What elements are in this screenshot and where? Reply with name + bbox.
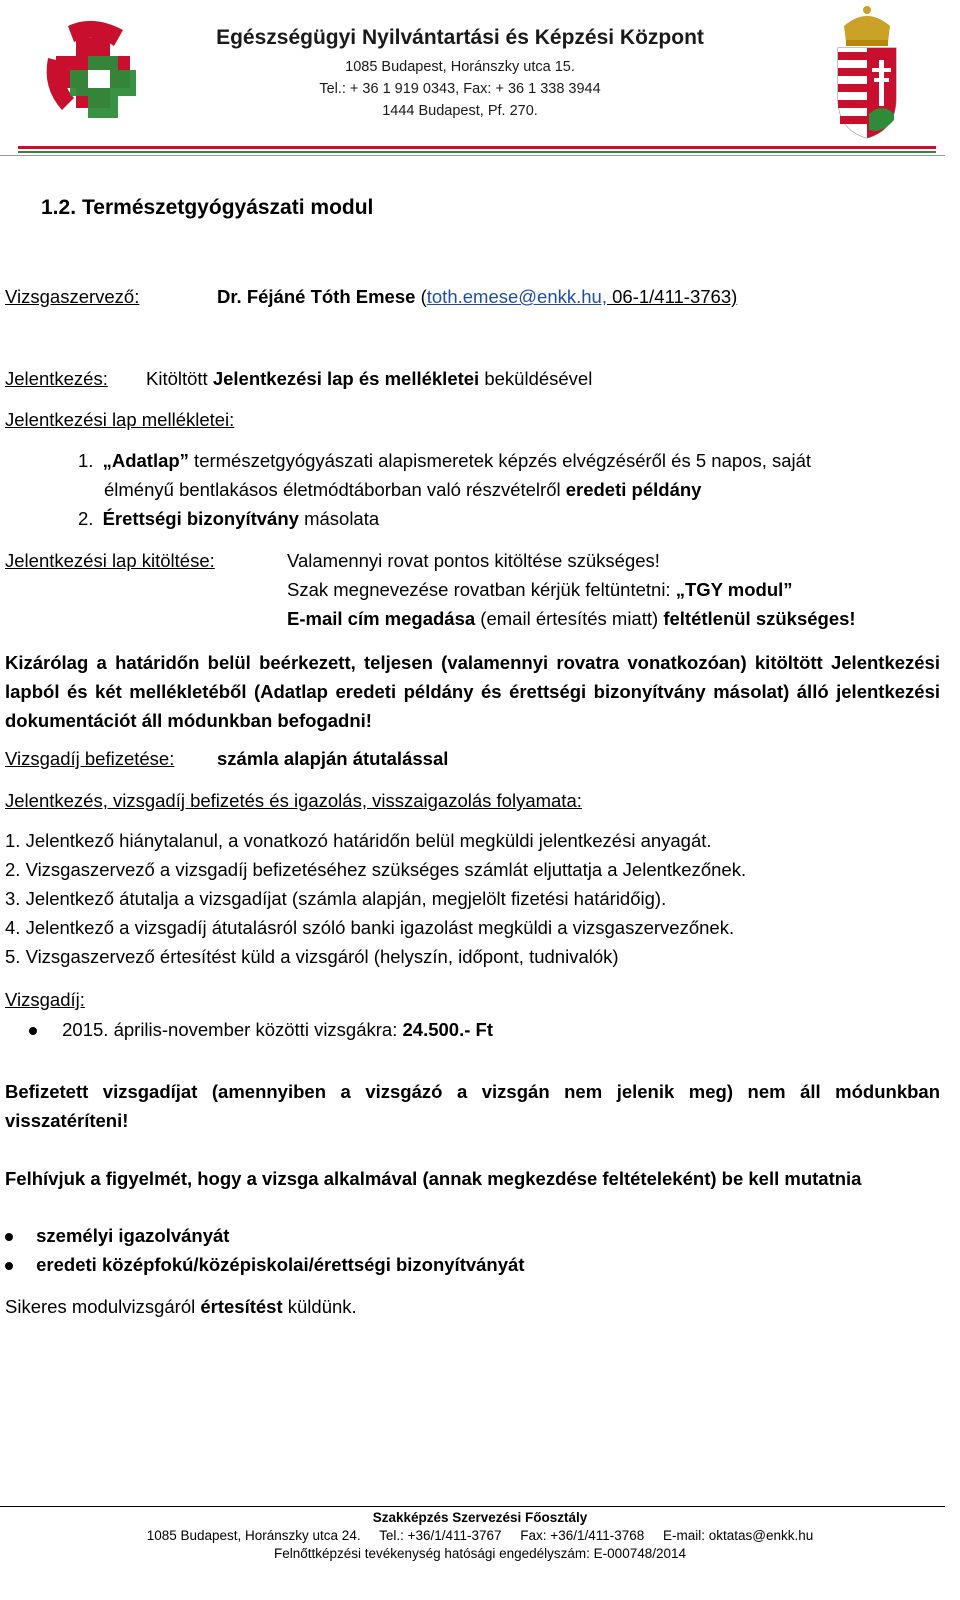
registration-text <box>146 368 592 390</box>
section-title <box>41 196 373 220</box>
attachment-item-1-bold2: eredeti példány <box>565 479 702 500</box>
registration-label: Jelentkezés: <box>5 368 108 389</box>
closing-pre: Sikeres modulvizsgáról <box>5 1296 201 1317</box>
filling-line-2 <box>287 579 793 601</box>
process-label: Jelentkezés, vizsgadíj befizetés és igazolás, visszaigazolás folyamata: <box>5 790 582 811</box>
required-document-text: személyi igazolványát <box>36 1225 230 1246</box>
attachment-item-2-text: másolata <box>298 508 380 529</box>
section-title-text: Természetgyógyászati modul <box>82 196 374 219</box>
header-green-rule <box>18 151 936 153</box>
fee-label: Vizsgadíj: <box>5 989 85 1010</box>
footer-department: Szakképzés Szervezési Főosztály <box>372 1510 588 1525</box>
attachment-item-2-bold: Érettségi bizonyítvány <box>102 508 299 529</box>
filling-line-3-bold2: feltétlenül szükséges! <box>663 608 856 629</box>
organization-info <box>160 26 760 122</box>
notice-acceptance: Kizárólag a határidőn belül beérkezett, teljesen (valamennyi rovatra vonatkozóan) kitöltött Jelentkezési lapból és két mellékletéből (Adatlap eredeti példány és érettségi bizonyítvány másolat) álló jelentkezési dokumentációt áll módunkban befogadni! <box>5 652 940 731</box>
filling-line-3-text: (email értesítés miatt) <box>475 608 664 629</box>
payment-label: Vizsgadíj befizetése: <box>5 748 175 769</box>
organizer-name: Dr. Féjáné Tóth Emese <box>217 286 416 307</box>
filling-label: Jelentkezési lap kitöltése: <box>5 550 215 571</box>
attachment-item-1-text: természetgyógyászati alapismeretek képzés elvégzéséről és 5 napos, saját <box>188 450 812 471</box>
header-gray-rule <box>0 155 945 156</box>
letterhead <box>0 0 960 165</box>
closing-sentence <box>5 1296 357 1318</box>
list-number: 2. <box>78 508 94 529</box>
organization-phone-fax: Tel.: + 36 1 919 0343, Fax: + 36 1 338 3944 <box>319 81 601 97</box>
organizer-email-link[interactable]: toth.emese@enkk.hu, <box>426 286 607 307</box>
organizer-info <box>217 286 737 308</box>
filling-line-3 <box>287 608 856 630</box>
attachment-item-1-line2 <box>104 479 701 501</box>
attachment-item-1-text2: élményű bentlakásos életmódtáborban való részvételről <box>104 479 566 500</box>
fee-item <box>29 1019 493 1041</box>
section-number: 1.2. <box>41 196 77 219</box>
filling-line-3-bold1: E-mail cím megadása <box>287 608 476 629</box>
closing-bold: értesítést <box>200 1296 283 1317</box>
bullet-icon <box>5 1233 13 1241</box>
organizer-phone: 06-1/411-3763) <box>607 286 738 307</box>
closing-post: küldünk. <box>282 1296 357 1317</box>
bullet-icon <box>29 1027 37 1035</box>
bullet-icon <box>5 1262 13 1270</box>
process-step: 1. Jelentkező hiánytalanul, a vonatkozó határidőn belül megküldi jelentkezési anyagát. <box>5 830 712 851</box>
enkk-cross-logo-icon <box>38 18 148 123</box>
header-red-rule <box>18 146 936 149</box>
process-step: 5. Vizsgaszervező értesítést küld a vizsgáról (helyszín, időpont, tudnivalók) <box>5 946 619 967</box>
required-document-text: eredeti középfokú/középiskolai/érettségi bizonyítványát <box>36 1254 525 1275</box>
filling-line-2-bold: „TGY modul” <box>675 579 793 600</box>
hungarian-coat-of-arms-icon <box>832 2 902 142</box>
organization-name: Egészségügyi Nyilvántartási és Képzési Központ <box>216 26 704 49</box>
attachment-item-1 <box>78 450 811 472</box>
footer-rule <box>0 1506 945 1507</box>
footer-contact: 1085 Budapest, Horánszky utca 24. Tel.: +36/1/411-3767 Fax: +36/1/411-3768 E-mail: oktatas@enkk.hu <box>146 1528 814 1543</box>
required-document-item <box>5 1254 524 1276</box>
attachment-item-2 <box>78 508 379 530</box>
required-document-item <box>5 1225 229 1247</box>
process-step: 3. Jelentkező átutalja a vizsgadíjat (számla alapján, megjelölt fizetési határidőig). <box>5 888 667 909</box>
registration-pre: Kitöltött <box>146 368 213 389</box>
registration-bold: Jelentkezési lap és mellékletei <box>212 368 480 389</box>
attachments-label: Jelentkezési lap mellékletei: <box>5 409 235 430</box>
process-step: 4. Jelentkező a vizsgadíj átutalásról szóló banki igazolást megküldi a vizsgaszervezőnek. <box>5 917 735 938</box>
organizer-paren: ( <box>420 286 427 307</box>
attachment-item-1-bold: „Adatlap” <box>102 450 189 471</box>
organizer-label: Vizsgaszervező: <box>5 286 140 307</box>
fee-text: 2015. április-november közötti vizsgákra: <box>62 1019 403 1040</box>
fee-amount: 24.500.- Ft <box>402 1019 493 1040</box>
notice-refund: Befizetett vizsgadíjat (amennyiben a vizsgázó a vizsgán nem jelenik meg) nem áll módunkban visszatéríteni! <box>5 1081 940 1131</box>
organization-po-box: 1444 Budapest, Pf. 270. <box>382 103 538 119</box>
page-footer <box>0 1508 960 1561</box>
filling-line-1: Valamennyi rovat pontos kitöltése szükséges! <box>287 550 660 571</box>
footer-license: Felnőttképzési tevékenység hatósági engedélyszám: E-000748/2014 <box>273 1546 687 1561</box>
payment-value: számla alapján átutalással <box>217 748 449 769</box>
filling-line-2-text: Szak megnevezése rovatban kérjük feltüntetni: <box>287 579 676 600</box>
registration-post: beküldésével <box>479 368 593 389</box>
list-number: 1. <box>78 450 94 471</box>
process-step: 2. Vizsgaszervező a vizsgadíj befizetéséhez szükséges számlát eljuttatja a Jelentkezőnek. <box>5 859 747 880</box>
notice-identification: Felhívjuk a figyelmét, hogy a vizsga alkalmával (annak megkezdése feltételeként) be kell mutatnia <box>5 1168 862 1189</box>
organization-address: 1085 Budapest, Horánszky utca 15. <box>345 59 575 75</box>
